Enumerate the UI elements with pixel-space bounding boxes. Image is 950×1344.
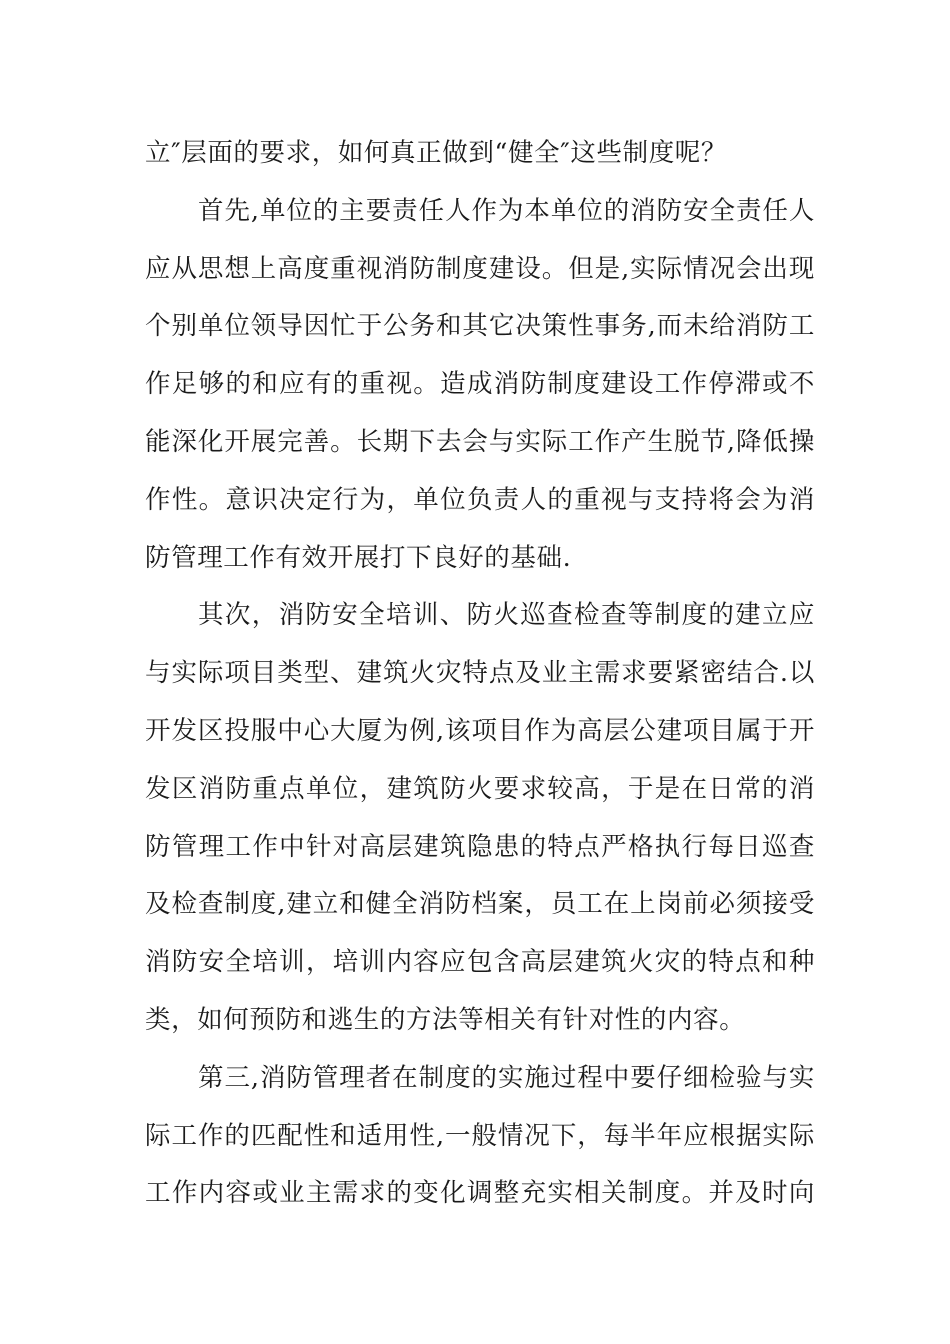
- text-line: 发区消防重点单位，建筑防火要求较高，于是在日常的消: [145, 773, 815, 804]
- text-line: 首先,单位的主要责任人作为本单位的消防安全责任人: [198, 195, 815, 226]
- document-body: [145, 125, 815, 1223]
- text-line: 个别单位领导因忙于公务和其它决策性事务,而未给消防工: [145, 311, 815, 342]
- text-line: 应从思想上高度重视消防制度建设。但是,实际情况会出现: [145, 253, 815, 284]
- text-line: 立″层面的要求，如何真正做到“健全″这些制度呢？: [145, 138, 727, 168]
- text-line: 开发区投服中心大厦为例,该项目作为高层公建项目属于开: [145, 715, 815, 746]
- text-line: 防管理工作中针对高层建筑隐患的特点严格执行每日巡查: [145, 831, 815, 862]
- text-line: 类，如何预防和逃生的方法等相关有针对性的内容。: [145, 1004, 746, 1035]
- text-line: 工作内容或业主需求的变化调整充实相关制度。并及时向: [145, 1178, 815, 1209]
- text-line: 作性。意识决定行为，单位负责人的重视与支持将会为消: [145, 484, 815, 515]
- text-line: 第三,消防管理者在制度的实施过程中要仔细检验与实: [198, 1062, 815, 1093]
- text-line: 及检查制度,建立和健全消防档案，员工在上岗前必须接受: [145, 889, 815, 920]
- text-line: 能深化开展完善。长期下去会与实际工作产生脱节,降低操: [145, 426, 815, 457]
- text-line: 消防安全培训，培训内容应包含高层建筑火灾的特点和种: [145, 947, 815, 978]
- text-line: 其次，消防安全培训、防火巡查检查等制度的建立应: [198, 600, 815, 631]
- paragraph-4: [145, 1050, 815, 1223]
- text-line: 防管理工作有效开展打下良好的基础.: [145, 542, 572, 573]
- text-line: 作足够的和应有的重视。造成消防制度建设工作停滞或不: [145, 369, 815, 400]
- paragraph-2: [145, 183, 815, 588]
- text-line: 与实际项目类型、建筑火灾特点及业主需求要紧密结合.以: [145, 658, 815, 689]
- text-line: 际工作的匹配性和适用性,一般情况下，每半年应根据实际: [145, 1120, 815, 1151]
- paragraph-1: [145, 125, 815, 183]
- paragraph-3: [145, 587, 815, 1049]
